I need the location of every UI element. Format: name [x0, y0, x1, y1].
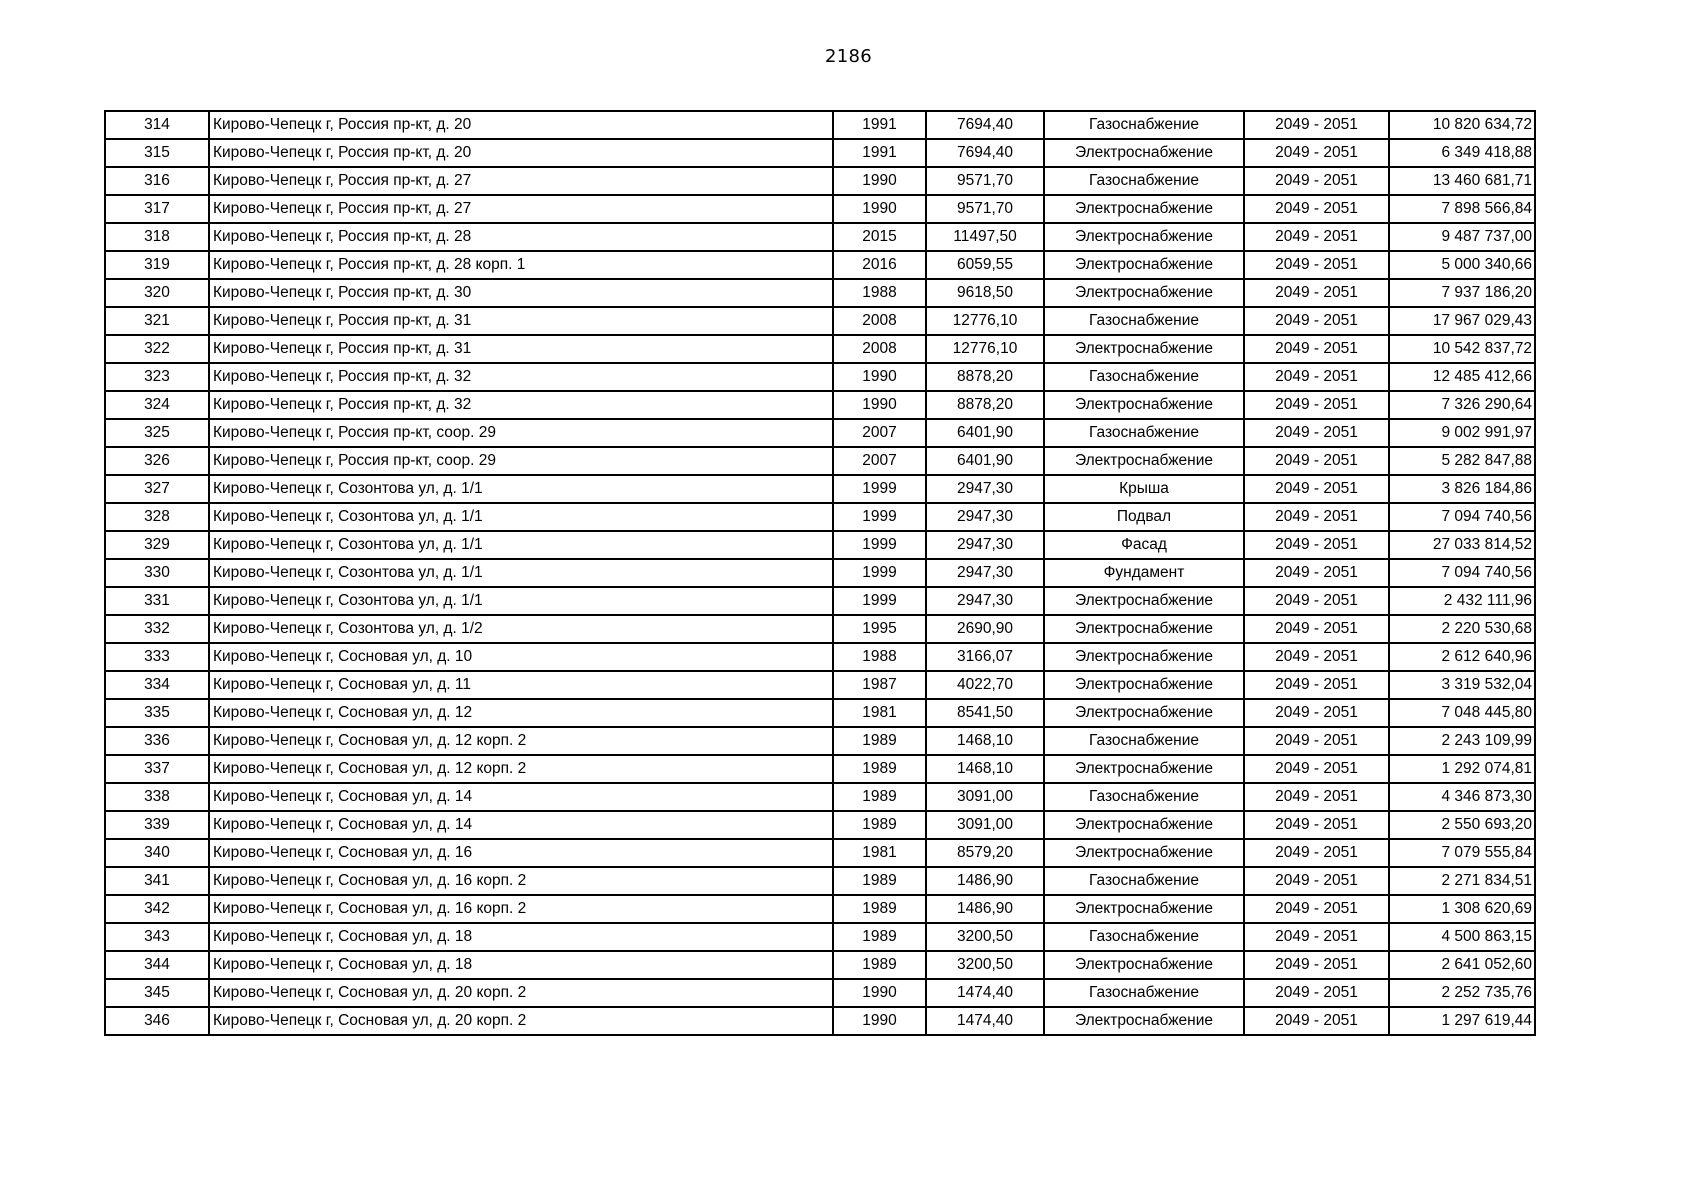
row-number: 332	[105, 615, 209, 643]
work-type-cell: Газоснабжение	[1044, 979, 1244, 1007]
cost-cell: 2 252 735,76	[1389, 979, 1535, 1007]
period-cell: 2049 - 2051	[1244, 139, 1389, 167]
work-type-cell: Электроснабжение	[1044, 195, 1244, 223]
area-cell: 8878,20	[926, 391, 1044, 419]
period-cell: 2049 - 2051	[1244, 503, 1389, 531]
address-cell: Кирово-Чепецк г, Сосновая ул, д. 14	[209, 811, 833, 839]
address-cell: Кирово-Чепецк г, Сосновая ул, д. 10	[209, 643, 833, 671]
build-year-cell: 1987	[833, 671, 926, 699]
row-number: 341	[105, 867, 209, 895]
area-cell: 7694,40	[926, 111, 1044, 139]
period-cell: 2049 - 2051	[1244, 587, 1389, 615]
build-year-cell: 1999	[833, 503, 926, 531]
work-type-cell: Электроснабжение	[1044, 223, 1244, 251]
build-year-cell: 1989	[833, 755, 926, 783]
row-number: 314	[105, 111, 209, 139]
cost-cell: 10 542 837,72	[1389, 335, 1535, 363]
table-row	[105, 251, 1535, 279]
table-row	[105, 279, 1535, 307]
address-cell: Кирово-Чепецк г, Россия пр-кт, соор. 29	[209, 447, 833, 475]
build-year-cell: 1991	[833, 111, 926, 139]
build-year-cell: 2007	[833, 447, 926, 475]
row-number: 315	[105, 139, 209, 167]
address-cell: Кирово-Чепецк г, Россия пр-кт, д. 28 корп. 1	[209, 251, 833, 279]
period-cell: 2049 - 2051	[1244, 195, 1389, 223]
build-year-cell: 1989	[833, 867, 926, 895]
cost-cell: 5 282 847,88	[1389, 447, 1535, 475]
build-year-cell: 2015	[833, 223, 926, 251]
address-cell: Кирово-Чепецк г, Сосновая ул, д. 12 корп. 2	[209, 755, 833, 783]
address-cell: Кирово-Чепецк г, Россия пр-кт, д. 27	[209, 195, 833, 223]
table-row	[105, 951, 1535, 979]
work-type-cell: Электроснабжение	[1044, 251, 1244, 279]
address-cell: Кирово-Чепецк г, Сосновая ул, д. 20 корп. 2	[209, 1007, 833, 1035]
area-cell: 6401,90	[926, 419, 1044, 447]
work-type-cell: Электроснабжение	[1044, 1007, 1244, 1035]
row-number: 337	[105, 755, 209, 783]
row-number: 328	[105, 503, 209, 531]
table-row	[105, 391, 1535, 419]
address-cell: Кирово-Чепецк г, Сосновая ул, д. 14	[209, 783, 833, 811]
build-year-cell: 1989	[833, 951, 926, 979]
table-row	[105, 139, 1535, 167]
build-year-cell: 1999	[833, 531, 926, 559]
period-cell: 2049 - 2051	[1244, 1007, 1389, 1035]
address-cell: Кирово-Чепецк г, Сосновая ул, д. 16	[209, 839, 833, 867]
row-number: 324	[105, 391, 209, 419]
period-cell: 2049 - 2051	[1244, 307, 1389, 335]
area-cell: 2947,30	[926, 503, 1044, 531]
build-year-cell: 1990	[833, 167, 926, 195]
build-year-cell: 1991	[833, 139, 926, 167]
area-cell: 7694,40	[926, 139, 1044, 167]
table-row	[105, 195, 1535, 223]
cost-cell: 9 002 991,97	[1389, 419, 1535, 447]
address-cell: Кирово-Чепецк г, Созонтова ул, д. 1/1	[209, 503, 833, 531]
address-cell: Кирово-Чепецк г, Сосновая ул, д. 11	[209, 671, 833, 699]
table-row	[105, 223, 1535, 251]
area-cell: 2690,90	[926, 615, 1044, 643]
table-row	[105, 111, 1535, 139]
area-cell: 4022,70	[926, 671, 1044, 699]
page-number: 2186	[824, 46, 872, 67]
cost-cell: 3 319 532,04	[1389, 671, 1535, 699]
table-row	[105, 867, 1535, 895]
period-cell: 2049 - 2051	[1244, 475, 1389, 503]
address-cell: Кирово-Чепецк г, Сосновая ул, д. 16 корп. 2	[209, 895, 833, 923]
cost-cell: 3 826 184,86	[1389, 475, 1535, 503]
work-type-cell: Газоснабжение	[1044, 923, 1244, 951]
period-cell: 2049 - 2051	[1244, 223, 1389, 251]
period-cell: 2049 - 2051	[1244, 951, 1389, 979]
cost-cell: 10 820 634,72	[1389, 111, 1535, 139]
period-cell: 2049 - 2051	[1244, 615, 1389, 643]
work-type-cell: Газоснабжение	[1044, 307, 1244, 335]
row-number: 318	[105, 223, 209, 251]
cost-cell: 13 460 681,71	[1389, 167, 1535, 195]
row-number: 334	[105, 671, 209, 699]
cost-cell: 2 612 640,96	[1389, 643, 1535, 671]
address-cell: Кирово-Чепецк г, Россия пр-кт, д. 32	[209, 363, 833, 391]
build-year-cell: 1999	[833, 475, 926, 503]
area-cell: 6059,55	[926, 251, 1044, 279]
cost-cell: 7 898 566,84	[1389, 195, 1535, 223]
table-row	[105, 419, 1535, 447]
period-cell: 2049 - 2051	[1244, 531, 1389, 559]
cost-cell: 9 487 737,00	[1389, 223, 1535, 251]
table-row	[105, 727, 1535, 755]
area-cell: 8878,20	[926, 363, 1044, 391]
address-cell: Кирово-Чепецк г, Созонтова ул, д. 1/1	[209, 475, 833, 503]
work-type-cell: Фасад	[1044, 531, 1244, 559]
table-row	[105, 559, 1535, 587]
address-cell: Кирово-Чепецк г, Созонтова ул, д. 1/2	[209, 615, 833, 643]
work-type-cell: Электроснабжение	[1044, 615, 1244, 643]
table-row	[105, 307, 1535, 335]
area-cell: 6401,90	[926, 447, 1044, 475]
cost-cell: 2 271 834,51	[1389, 867, 1535, 895]
row-number: 317	[105, 195, 209, 223]
row-number: 346	[105, 1007, 209, 1035]
address-cell: Кирово-Чепецк г, Россия пр-кт, д. 20	[209, 139, 833, 167]
table-row	[105, 839, 1535, 867]
row-number: 345	[105, 979, 209, 1007]
table-row	[105, 755, 1535, 783]
address-cell: Кирово-Чепецк г, Россия пр-кт, д. 31	[209, 335, 833, 363]
cost-cell: 4 500 863,15	[1389, 923, 1535, 951]
row-number: 329	[105, 531, 209, 559]
build-year-cell: 1989	[833, 811, 926, 839]
table-row	[105, 783, 1535, 811]
cost-cell: 2 550 693,20	[1389, 811, 1535, 839]
period-cell: 2049 - 2051	[1244, 391, 1389, 419]
address-cell: Кирово-Чепецк г, Сосновая ул, д. 18	[209, 951, 833, 979]
build-year-cell: 1990	[833, 363, 926, 391]
cost-cell: 7 937 186,20	[1389, 279, 1535, 307]
build-year-cell: 1989	[833, 783, 926, 811]
build-year-cell: 1981	[833, 699, 926, 727]
work-type-cell: Газоснабжение	[1044, 419, 1244, 447]
area-cell: 2947,30	[926, 475, 1044, 503]
period-cell: 2049 - 2051	[1244, 755, 1389, 783]
row-number: 336	[105, 727, 209, 755]
area-cell: 8541,50	[926, 699, 1044, 727]
cost-cell: 7 079 555,84	[1389, 839, 1535, 867]
area-cell: 3200,50	[926, 923, 1044, 951]
cost-cell: 5 000 340,66	[1389, 251, 1535, 279]
area-cell: 2947,30	[926, 587, 1044, 615]
area-cell: 11497,50	[926, 223, 1044, 251]
table-row	[105, 1007, 1535, 1035]
area-cell: 3091,00	[926, 811, 1044, 839]
build-year-cell: 1990	[833, 391, 926, 419]
area-cell: 2947,30	[926, 559, 1044, 587]
table-row	[105, 643, 1535, 671]
row-number: 342	[105, 895, 209, 923]
period-cell: 2049 - 2051	[1244, 923, 1389, 951]
table-row	[105, 503, 1535, 531]
build-year-cell: 1981	[833, 839, 926, 867]
address-cell: Кирово-Чепецк г, Россия пр-кт, д. 27	[209, 167, 833, 195]
cost-cell: 1 292 074,81	[1389, 755, 1535, 783]
build-year-cell: 1990	[833, 1007, 926, 1035]
period-cell: 2049 - 2051	[1244, 783, 1389, 811]
table-row	[105, 923, 1535, 951]
cost-cell: 4 346 873,30	[1389, 783, 1535, 811]
period-cell: 2049 - 2051	[1244, 167, 1389, 195]
period-cell: 2049 - 2051	[1244, 447, 1389, 475]
row-number: 325	[105, 419, 209, 447]
area-cell: 12776,10	[926, 335, 1044, 363]
period-cell: 2049 - 2051	[1244, 839, 1389, 867]
area-cell: 8579,20	[926, 839, 1044, 867]
work-type-cell: Электроснабжение	[1044, 279, 1244, 307]
table-row	[105, 335, 1535, 363]
row-number: 338	[105, 783, 209, 811]
table-row	[105, 447, 1535, 475]
cost-cell: 12 485 412,66	[1389, 363, 1535, 391]
row-number: 333	[105, 643, 209, 671]
build-year-cell: 2007	[833, 419, 926, 447]
address-cell: Кирово-Чепецк г, Созонтова ул, д. 1/1	[209, 559, 833, 587]
table-row	[105, 979, 1535, 1007]
period-cell: 2049 - 2051	[1244, 811, 1389, 839]
work-type-cell: Крыша	[1044, 475, 1244, 503]
row-number: 321	[105, 307, 209, 335]
table-row	[105, 475, 1535, 503]
area-cell: 3200,50	[926, 951, 1044, 979]
work-type-cell: Электроснабжение	[1044, 895, 1244, 923]
row-number: 331	[105, 587, 209, 615]
work-type-cell: Электроснабжение	[1044, 839, 1244, 867]
period-cell: 2049 - 2051	[1244, 419, 1389, 447]
cost-cell: 7 326 290,64	[1389, 391, 1535, 419]
work-type-cell: Газоснабжение	[1044, 363, 1244, 391]
row-number: 320	[105, 279, 209, 307]
build-year-cell: 1995	[833, 615, 926, 643]
address-cell: Кирово-Чепецк г, Созонтова ул, д. 1/1	[209, 531, 833, 559]
table-row	[105, 811, 1535, 839]
work-type-cell: Электроснабжение	[1044, 643, 1244, 671]
work-type-cell: Газоснабжение	[1044, 167, 1244, 195]
work-type-cell: Газоснабжение	[1044, 867, 1244, 895]
row-number: 340	[105, 839, 209, 867]
row-number: 326	[105, 447, 209, 475]
work-type-cell: Подвал	[1044, 503, 1244, 531]
address-cell: Кирово-Чепецк г, Россия пр-кт, д. 20	[209, 111, 833, 139]
row-number: 322	[105, 335, 209, 363]
cost-cell: 1 297 619,44	[1389, 1007, 1535, 1035]
work-type-cell: Газоснабжение	[1044, 783, 1244, 811]
address-cell: Кирово-Чепецк г, Сосновая ул, д. 12 корп. 2	[209, 727, 833, 755]
cost-cell: 17 967 029,43	[1389, 307, 1535, 335]
work-type-cell: Электроснабжение	[1044, 391, 1244, 419]
build-year-cell: 1989	[833, 727, 926, 755]
address-cell: Кирово-Чепецк г, Созонтова ул, д. 1/1	[209, 587, 833, 615]
table-row	[105, 699, 1535, 727]
work-type-cell: Электроснабжение	[1044, 335, 1244, 363]
work-type-cell: Электроснабжение	[1044, 755, 1244, 783]
period-cell: 2049 - 2051	[1244, 559, 1389, 587]
build-year-cell: 1999	[833, 587, 926, 615]
period-cell: 2049 - 2051	[1244, 979, 1389, 1007]
table-row	[105, 587, 1535, 615]
cost-cell: 2 220 530,68	[1389, 615, 1535, 643]
area-cell: 2947,30	[926, 531, 1044, 559]
build-year-cell: 2008	[833, 307, 926, 335]
period-cell: 2049 - 2051	[1244, 251, 1389, 279]
build-year-cell: 2016	[833, 251, 926, 279]
build-year-cell: 1990	[833, 979, 926, 1007]
cost-cell: 7 094 740,56	[1389, 503, 1535, 531]
work-type-cell: Электроснабжение	[1044, 811, 1244, 839]
work-type-cell: Электроснабжение	[1044, 699, 1244, 727]
row-number: 327	[105, 475, 209, 503]
cost-cell: 27 033 814,52	[1389, 531, 1535, 559]
row-number: 316	[105, 167, 209, 195]
period-cell: 2049 - 2051	[1244, 111, 1389, 139]
address-cell: Кирово-Чепецк г, Сосновая ул, д. 20 корп. 2	[209, 979, 833, 1007]
period-cell: 2049 - 2051	[1244, 699, 1389, 727]
address-cell: Кирово-Чепецк г, Россия пр-кт, д. 31	[209, 307, 833, 335]
cost-cell: 1 308 620,69	[1389, 895, 1535, 923]
row-number: 319	[105, 251, 209, 279]
period-cell: 2049 - 2051	[1244, 895, 1389, 923]
repair-schedule-table	[104, 110, 1536, 1036]
build-year-cell: 1999	[833, 559, 926, 587]
table-row	[105, 363, 1535, 391]
area-cell: 9618,50	[926, 279, 1044, 307]
repair-schedule-table-container	[104, 110, 1534, 1036]
area-cell: 9571,70	[926, 167, 1044, 195]
row-number: 339	[105, 811, 209, 839]
area-cell: 9571,70	[926, 195, 1044, 223]
row-number: 335	[105, 699, 209, 727]
area-cell: 3091,00	[926, 783, 1044, 811]
build-year-cell: 1990	[833, 195, 926, 223]
address-cell: Кирово-Чепецк г, Россия пр-кт, соор. 29	[209, 419, 833, 447]
build-year-cell: 1988	[833, 279, 926, 307]
cost-cell: 7 094 740,56	[1389, 559, 1535, 587]
work-type-cell: Электроснабжение	[1044, 447, 1244, 475]
cost-cell: 6 349 418,88	[1389, 139, 1535, 167]
work-type-cell: Газоснабжение	[1044, 111, 1244, 139]
table-row	[105, 615, 1535, 643]
area-cell: 1468,10	[926, 755, 1044, 783]
row-number: 344	[105, 951, 209, 979]
work-type-cell: Электроснабжение	[1044, 951, 1244, 979]
period-cell: 2049 - 2051	[1244, 643, 1389, 671]
work-type-cell: Электроснабжение	[1044, 587, 1244, 615]
address-cell: Кирово-Чепецк г, Сосновая ул, д. 18	[209, 923, 833, 951]
area-cell: 3166,07	[926, 643, 1044, 671]
table-row	[105, 671, 1535, 699]
period-cell: 2049 - 2051	[1244, 279, 1389, 307]
build-year-cell: 1989	[833, 895, 926, 923]
row-number: 330	[105, 559, 209, 587]
area-cell: 1468,10	[926, 727, 1044, 755]
table-body	[105, 111, 1535, 1035]
period-cell: 2049 - 2051	[1244, 335, 1389, 363]
table-row	[105, 167, 1535, 195]
cost-cell: 2 243 109,99	[1389, 727, 1535, 755]
build-year-cell: 1988	[833, 643, 926, 671]
work-type-cell: Электроснабжение	[1044, 139, 1244, 167]
work-type-cell: Электроснабжение	[1044, 671, 1244, 699]
cost-cell: 2 432 111,96	[1389, 587, 1535, 615]
area-cell: 1474,40	[926, 979, 1044, 1007]
address-cell: Кирово-Чепецк г, Россия пр-кт, д. 32	[209, 391, 833, 419]
period-cell: 2049 - 2051	[1244, 363, 1389, 391]
area-cell: 12776,10	[926, 307, 1044, 335]
period-cell: 2049 - 2051	[1244, 867, 1389, 895]
address-cell: Кирово-Чепецк г, Россия пр-кт, д. 28	[209, 223, 833, 251]
period-cell: 2049 - 2051	[1244, 727, 1389, 755]
area-cell: 1474,40	[926, 1007, 1044, 1035]
cost-cell: 7 048 445,80	[1389, 699, 1535, 727]
work-type-cell: Газоснабжение	[1044, 727, 1244, 755]
address-cell: Кирово-Чепецк г, Сосновая ул, д. 12	[209, 699, 833, 727]
address-cell: Кирово-Чепецк г, Россия пр-кт, д. 30	[209, 279, 833, 307]
build-year-cell: 1989	[833, 923, 926, 951]
period-cell: 2049 - 2051	[1244, 671, 1389, 699]
build-year-cell: 2008	[833, 335, 926, 363]
work-type-cell: Фундамент	[1044, 559, 1244, 587]
row-number: 323	[105, 363, 209, 391]
area-cell: 1486,90	[926, 867, 1044, 895]
row-number: 343	[105, 923, 209, 951]
table-row	[105, 895, 1535, 923]
address-cell: Кирово-Чепецк г, Сосновая ул, д. 16 корп. 2	[209, 867, 833, 895]
area-cell: 1486,90	[926, 895, 1044, 923]
table-row	[105, 531, 1535, 559]
cost-cell: 2 641 052,60	[1389, 951, 1535, 979]
